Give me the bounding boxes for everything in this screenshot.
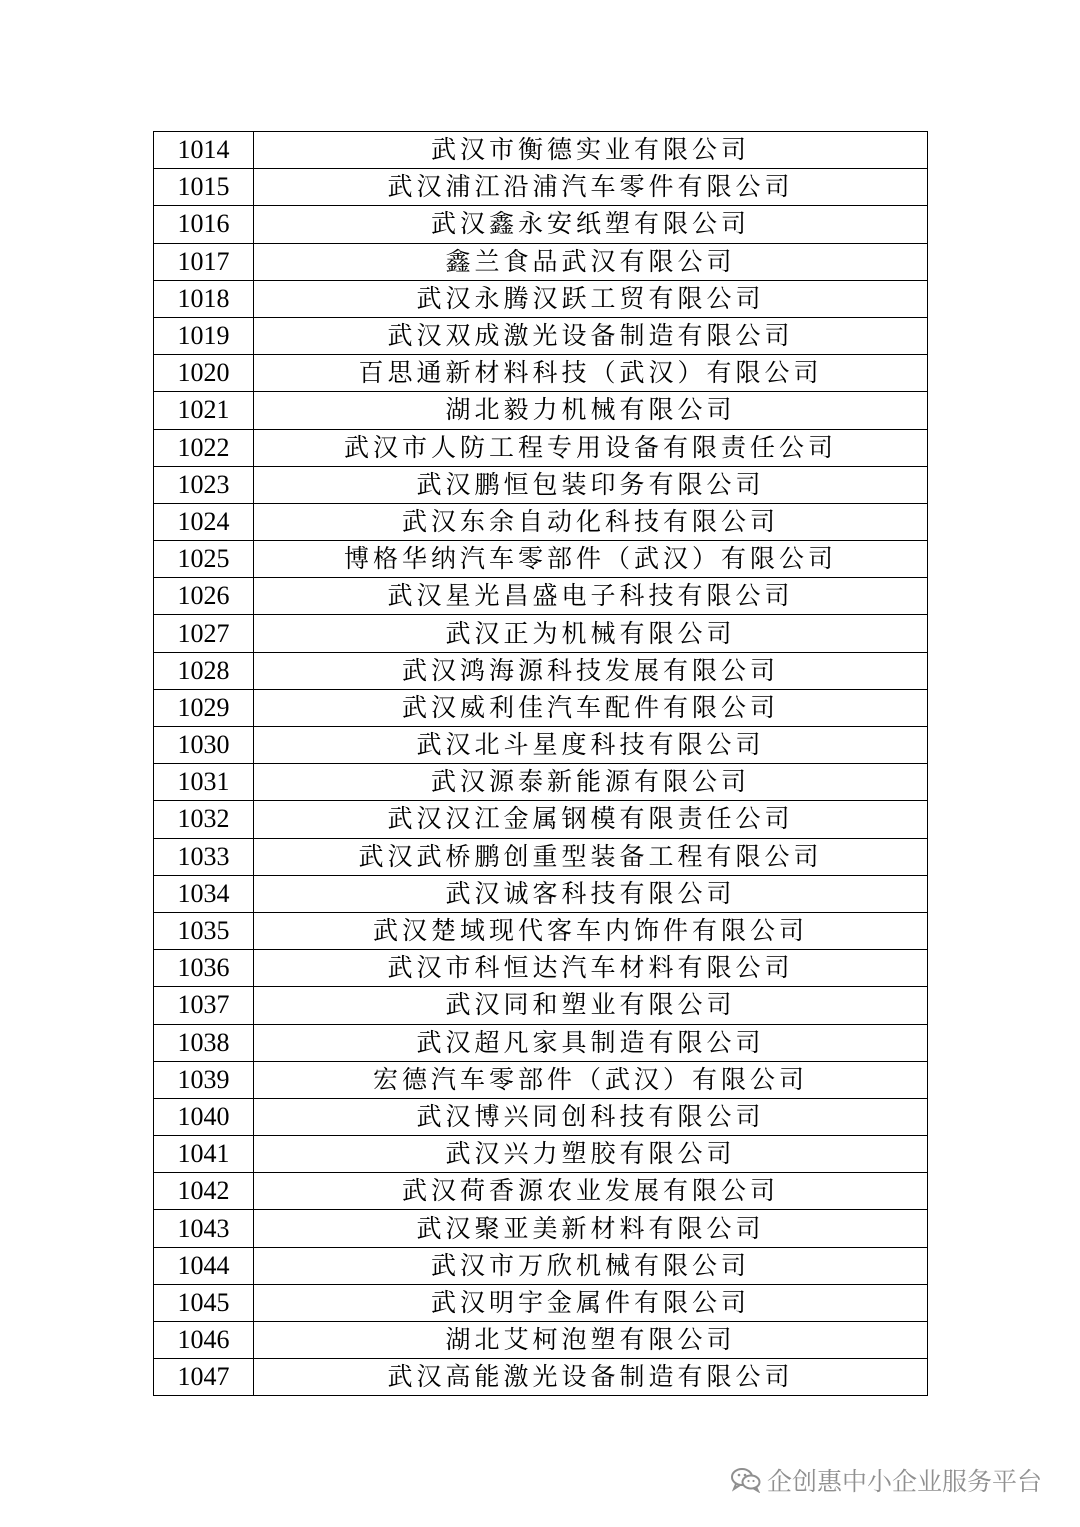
table-row	[154, 727, 928, 764]
table-row	[154, 280, 928, 317]
table-row	[154, 132, 928, 169]
watermark	[731, 1462, 1042, 1498]
table-row	[154, 987, 928, 1024]
company-name: 鑫兰食品武汉有限公司	[254, 243, 928, 280]
table-row	[154, 355, 928, 392]
row-number: 1030	[154, 727, 254, 764]
table-row	[154, 838, 928, 875]
table-row	[154, 1210, 928, 1247]
table-row	[154, 541, 928, 578]
row-number: 1034	[154, 875, 254, 912]
row-number: 1020	[154, 355, 254, 392]
company-name: 武汉高能激光设备制造有限公司	[254, 1359, 928, 1396]
company-name: 武汉博兴同创科技有限公司	[254, 1098, 928, 1135]
row-number: 1038	[154, 1024, 254, 1061]
company-name: 武汉市科恒达汽车材料有限公司	[254, 950, 928, 987]
table-row	[154, 764, 928, 801]
watermark-text: 企创惠中小企业服务平台	[766, 1467, 1042, 1496]
company-list-table	[153, 131, 928, 1396]
row-number: 1043	[154, 1210, 254, 1247]
company-name: 武汉鹏恒包装印务有限公司	[254, 466, 928, 503]
row-number: 1035	[154, 912, 254, 949]
row-number: 1044	[154, 1247, 254, 1284]
row-number: 1021	[154, 392, 254, 429]
company-name: 武汉永腾汉跃工贸有限公司	[254, 280, 928, 317]
company-name: 武汉聚亚美新材料有限公司	[254, 1210, 928, 1247]
company-name: 武汉荷香源农业发展有限公司	[254, 1173, 928, 1210]
row-number: 1022	[154, 429, 254, 466]
wechat-icon	[731, 1467, 761, 1493]
table-row	[154, 1098, 928, 1135]
row-number: 1024	[154, 503, 254, 540]
company-name: 武汉同和塑业有限公司	[254, 987, 928, 1024]
company-name: 武汉浦江沿浦汽车零件有限公司	[254, 169, 928, 206]
row-number: 1045	[154, 1284, 254, 1321]
table-row	[154, 689, 928, 726]
company-name: 武汉正为机械有限公司	[254, 615, 928, 652]
company-name: 武汉市万欣机械有限公司	[254, 1247, 928, 1284]
row-number: 1023	[154, 466, 254, 503]
table-row	[154, 392, 928, 429]
company-name: 武汉东余自动化科技有限公司	[254, 503, 928, 540]
table-row	[154, 1024, 928, 1061]
row-number: 1032	[154, 801, 254, 838]
row-number: 1029	[154, 689, 254, 726]
table-row	[154, 950, 928, 987]
row-number: 1028	[154, 652, 254, 689]
company-name: 博格华纳汽车零部件（武汉）有限公司	[254, 541, 928, 578]
row-number: 1039	[154, 1061, 254, 1098]
company-name: 武汉楚域现代客车内饰件有限公司	[254, 912, 928, 949]
company-name: 百思通新材料科技（武汉）有限公司	[254, 355, 928, 392]
row-number: 1036	[154, 950, 254, 987]
row-number: 1018	[154, 280, 254, 317]
row-number: 1041	[154, 1136, 254, 1173]
row-number: 1019	[154, 317, 254, 354]
row-number: 1015	[154, 169, 254, 206]
table-row	[154, 1284, 928, 1321]
row-number: 1031	[154, 764, 254, 801]
row-number: 1046	[154, 1322, 254, 1359]
row-number: 1040	[154, 1098, 254, 1135]
company-name: 武汉明宇金属件有限公司	[254, 1284, 928, 1321]
company-name: 湖北艾柯泡塑有限公司	[254, 1322, 928, 1359]
table-row	[154, 317, 928, 354]
table-row	[154, 466, 928, 503]
company-name: 武汉市衡德实业有限公司	[254, 132, 928, 169]
company-name: 武汉双成激光设备制造有限公司	[254, 317, 928, 354]
table-row	[154, 1359, 928, 1396]
table-row	[154, 652, 928, 689]
table-row	[154, 1136, 928, 1173]
table-row	[154, 615, 928, 652]
row-number: 1042	[154, 1173, 254, 1210]
table-row	[154, 875, 928, 912]
table-row	[154, 429, 928, 466]
row-number: 1017	[154, 243, 254, 280]
table-row	[154, 801, 928, 838]
company-name: 武汉武桥鹏创重型装备工程有限公司	[254, 838, 928, 875]
company-name: 宏德汽车零部件（武汉）有限公司	[254, 1061, 928, 1098]
row-number: 1033	[154, 838, 254, 875]
company-name: 湖北毅力机械有限公司	[254, 392, 928, 429]
company-name: 武汉诚客科技有限公司	[254, 875, 928, 912]
table-row	[154, 503, 928, 540]
table-row	[154, 1322, 928, 1359]
company-name: 武汉星光昌盛电子科技有限公司	[254, 578, 928, 615]
company-name: 武汉源泰新能源有限公司	[254, 764, 928, 801]
row-number: 1027	[154, 615, 254, 652]
row-number: 1037	[154, 987, 254, 1024]
row-number: 1025	[154, 541, 254, 578]
row-number: 1014	[154, 132, 254, 169]
table-row	[154, 1247, 928, 1284]
table-row	[154, 206, 928, 243]
company-name: 武汉汉江金属钢模有限责任公司	[254, 801, 928, 838]
company-name: 武汉鑫永安纸塑有限公司	[254, 206, 928, 243]
company-name: 武汉兴力塑胶有限公司	[254, 1136, 928, 1173]
company-name: 武汉北斗星度科技有限公司	[254, 727, 928, 764]
company-name: 武汉鸿海源科技发展有限公司	[254, 652, 928, 689]
row-number: 1016	[154, 206, 254, 243]
table-row	[154, 169, 928, 206]
row-number: 1047	[154, 1359, 254, 1396]
table-row	[154, 1173, 928, 1210]
company-name: 武汉威利佳汽车配件有限公司	[254, 689, 928, 726]
table-row	[154, 243, 928, 280]
table-row	[154, 912, 928, 949]
table-body	[154, 132, 928, 1396]
row-number: 1026	[154, 578, 254, 615]
table-row	[154, 1061, 928, 1098]
table-row	[154, 578, 928, 615]
company-name: 武汉超凡家具制造有限公司	[254, 1024, 928, 1061]
company-name: 武汉市人防工程专用设备有限责任公司	[254, 429, 928, 466]
